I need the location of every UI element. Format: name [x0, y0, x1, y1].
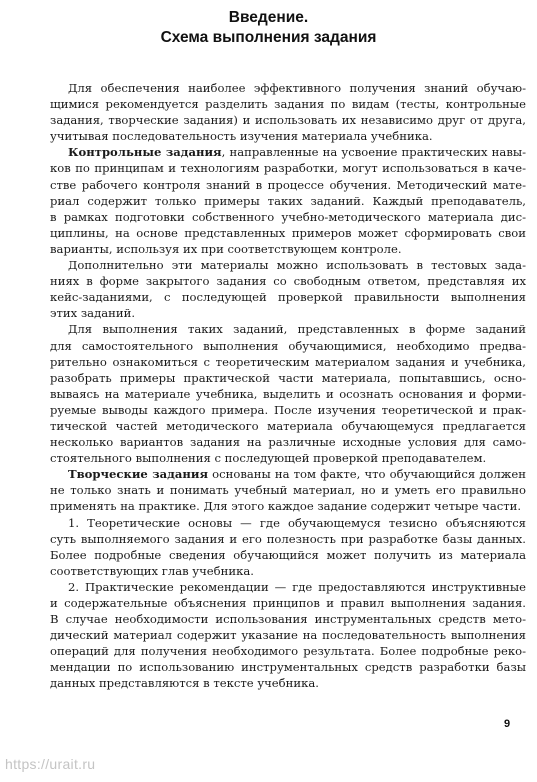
line-text: для самостоятельного выполнения обучающимися, необходимо предва- [50, 338, 526, 353]
heading-line-2: Схема выполнения задания [160, 29, 377, 46]
text-line [50, 611, 526, 627]
text-line [50, 482, 526, 498]
line-text: основаны на том факте, что обучающийся должен [208, 467, 526, 482]
heading-line-1: Введение. [228, 9, 309, 26]
text-line [50, 659, 526, 675]
text-line [50, 579, 526, 595]
line-text: в рамках подготовки собственного учебно-методического материала дис- [50, 209, 526, 224]
line-text: разобрать примеры практической части материала, попытавшись, осно- [50, 370, 526, 385]
line-text: 1. Теоретические основы — где обучающемуся тезисно объясняются [68, 515, 526, 530]
text-line [50, 627, 526, 643]
text-line [50, 595, 526, 611]
line-text: несколько вариантов задания на различные исходные условия для само- [50, 435, 526, 450]
text-line [50, 128, 526, 144]
text-line [50, 402, 526, 418]
line-text: мендации по использованию инструментальных средств разработки базы [50, 660, 526, 675]
line-text: ков по принципам и технологиям разработки, могут использоваться в каче- [50, 161, 526, 176]
line-text: данных представляются в тексте учебника. [50, 676, 319, 691]
text-line [50, 289, 526, 305]
text-line [50, 643, 526, 659]
text-line [50, 386, 526, 402]
text-line [50, 177, 526, 193]
text-line [50, 531, 526, 547]
line-text: учитывая последовательность изучения материала учебника. [50, 129, 433, 144]
source-watermark: https://urait.ru [5, 756, 96, 772]
body-text [50, 80, 526, 692]
line-text: Для выполнения таких заданий, представленных в форме заданий [68, 322, 526, 337]
line-text: кейс-заданиями, с последующей проверкой правильности выполнения [50, 290, 526, 305]
text-line [50, 418, 526, 434]
line-text: не только знать и понимать учебный материал, но и уметь его правильно [50, 483, 526, 498]
bold-term: Творческие задания [68, 467, 209, 482]
bold-term: Контрольные задания [68, 145, 222, 160]
text-line [50, 257, 526, 273]
text-line [50, 434, 526, 450]
text-line [50, 225, 526, 241]
text-line [50, 160, 526, 176]
text-line [50, 370, 526, 386]
line-text: соответствующих глав учебника. [50, 563, 254, 578]
line-text: Более подробные сведения обучающийся может получить из материала [50, 547, 526, 562]
line-text: дический материал содержит указание на последовательность выполнения [50, 628, 526, 643]
line-text: варианты, используя их при соответствующем контроле. [50, 241, 402, 256]
line-text: циплины, на основе представленных примеров может сформировать свои [50, 225, 526, 240]
chapter-heading [0, 8, 537, 48]
line-text: и содержательные объяснения принципов и правил выполнения задания. [50, 596, 526, 610]
text-line [50, 305, 526, 321]
text-line [50, 144, 526, 160]
page-number: 9 [504, 718, 511, 730]
text-line [50, 193, 526, 209]
line-text: применять на практике. Для этого каждое задание содержит четыре части. [50, 499, 522, 514]
text-line [50, 675, 526, 691]
text-line [50, 515, 526, 531]
line-text: тической частей методического материала обучающемуся предлагается [50, 418, 526, 433]
line-text: операций для получения необходимого результата. Более подробные реко- [50, 644, 526, 659]
line-text: этих заданий. [50, 306, 136, 321]
line-text: 2. Практические рекомендации — где предоставляются инструктивные [68, 579, 526, 594]
text-line [50, 498, 526, 514]
line-text: задания, творческие задания) и использовать их независимо друг от друга, [50, 113, 526, 128]
text-line [50, 273, 526, 289]
line-text: суть выполняемого задания и его полезность при разработке базы данных. [50, 531, 526, 546]
line-text: стве рабочего контроля знаний в процессе обучения. Методический мате- [50, 177, 526, 192]
line-text: рительно ознакомиться с теоретическим материалом задания и учебника, [50, 354, 526, 369]
line-text: щимися рекомендуется разделить задания по видам (тесты, контрольные [50, 97, 526, 112]
line-text: , направленные на усвоение практических навы- [221, 145, 526, 160]
text-line [50, 241, 526, 257]
text-line [50, 112, 526, 128]
line-text: риал содержит только примеры таких заданий. Каждый преподаватель, [50, 193, 526, 208]
text-line [50, 321, 526, 337]
line-text: вываясь на материале учебника, выделить и осознать основания и форми- [50, 386, 526, 401]
text-line [50, 354, 526, 370]
line-text: стоятельного выполнения с последующей проверкой преподавателем. [50, 451, 487, 466]
text-line [50, 466, 526, 482]
line-text: Дополнительно эти материалы можно использовать в тестовых зада- [68, 258, 526, 273]
line-text: Для обеспечения наиболее эффективного получения знаний обучаю- [68, 81, 526, 95]
text-line [50, 563, 526, 579]
line-text: В случае необходимости использования инструментальных средств мето- [50, 612, 526, 627]
text-line [50, 96, 526, 112]
text-line [50, 338, 526, 354]
text-line [50, 80, 526, 96]
line-text: руемые выводы каждого примера. После изучения теоретической и прак- [50, 402, 526, 417]
text-line [50, 209, 526, 225]
line-text: ниях в форме закрытого задания со свободным ответом, представляя их [50, 274, 526, 289]
text-line [50, 547, 526, 563]
text-line [50, 450, 526, 466]
